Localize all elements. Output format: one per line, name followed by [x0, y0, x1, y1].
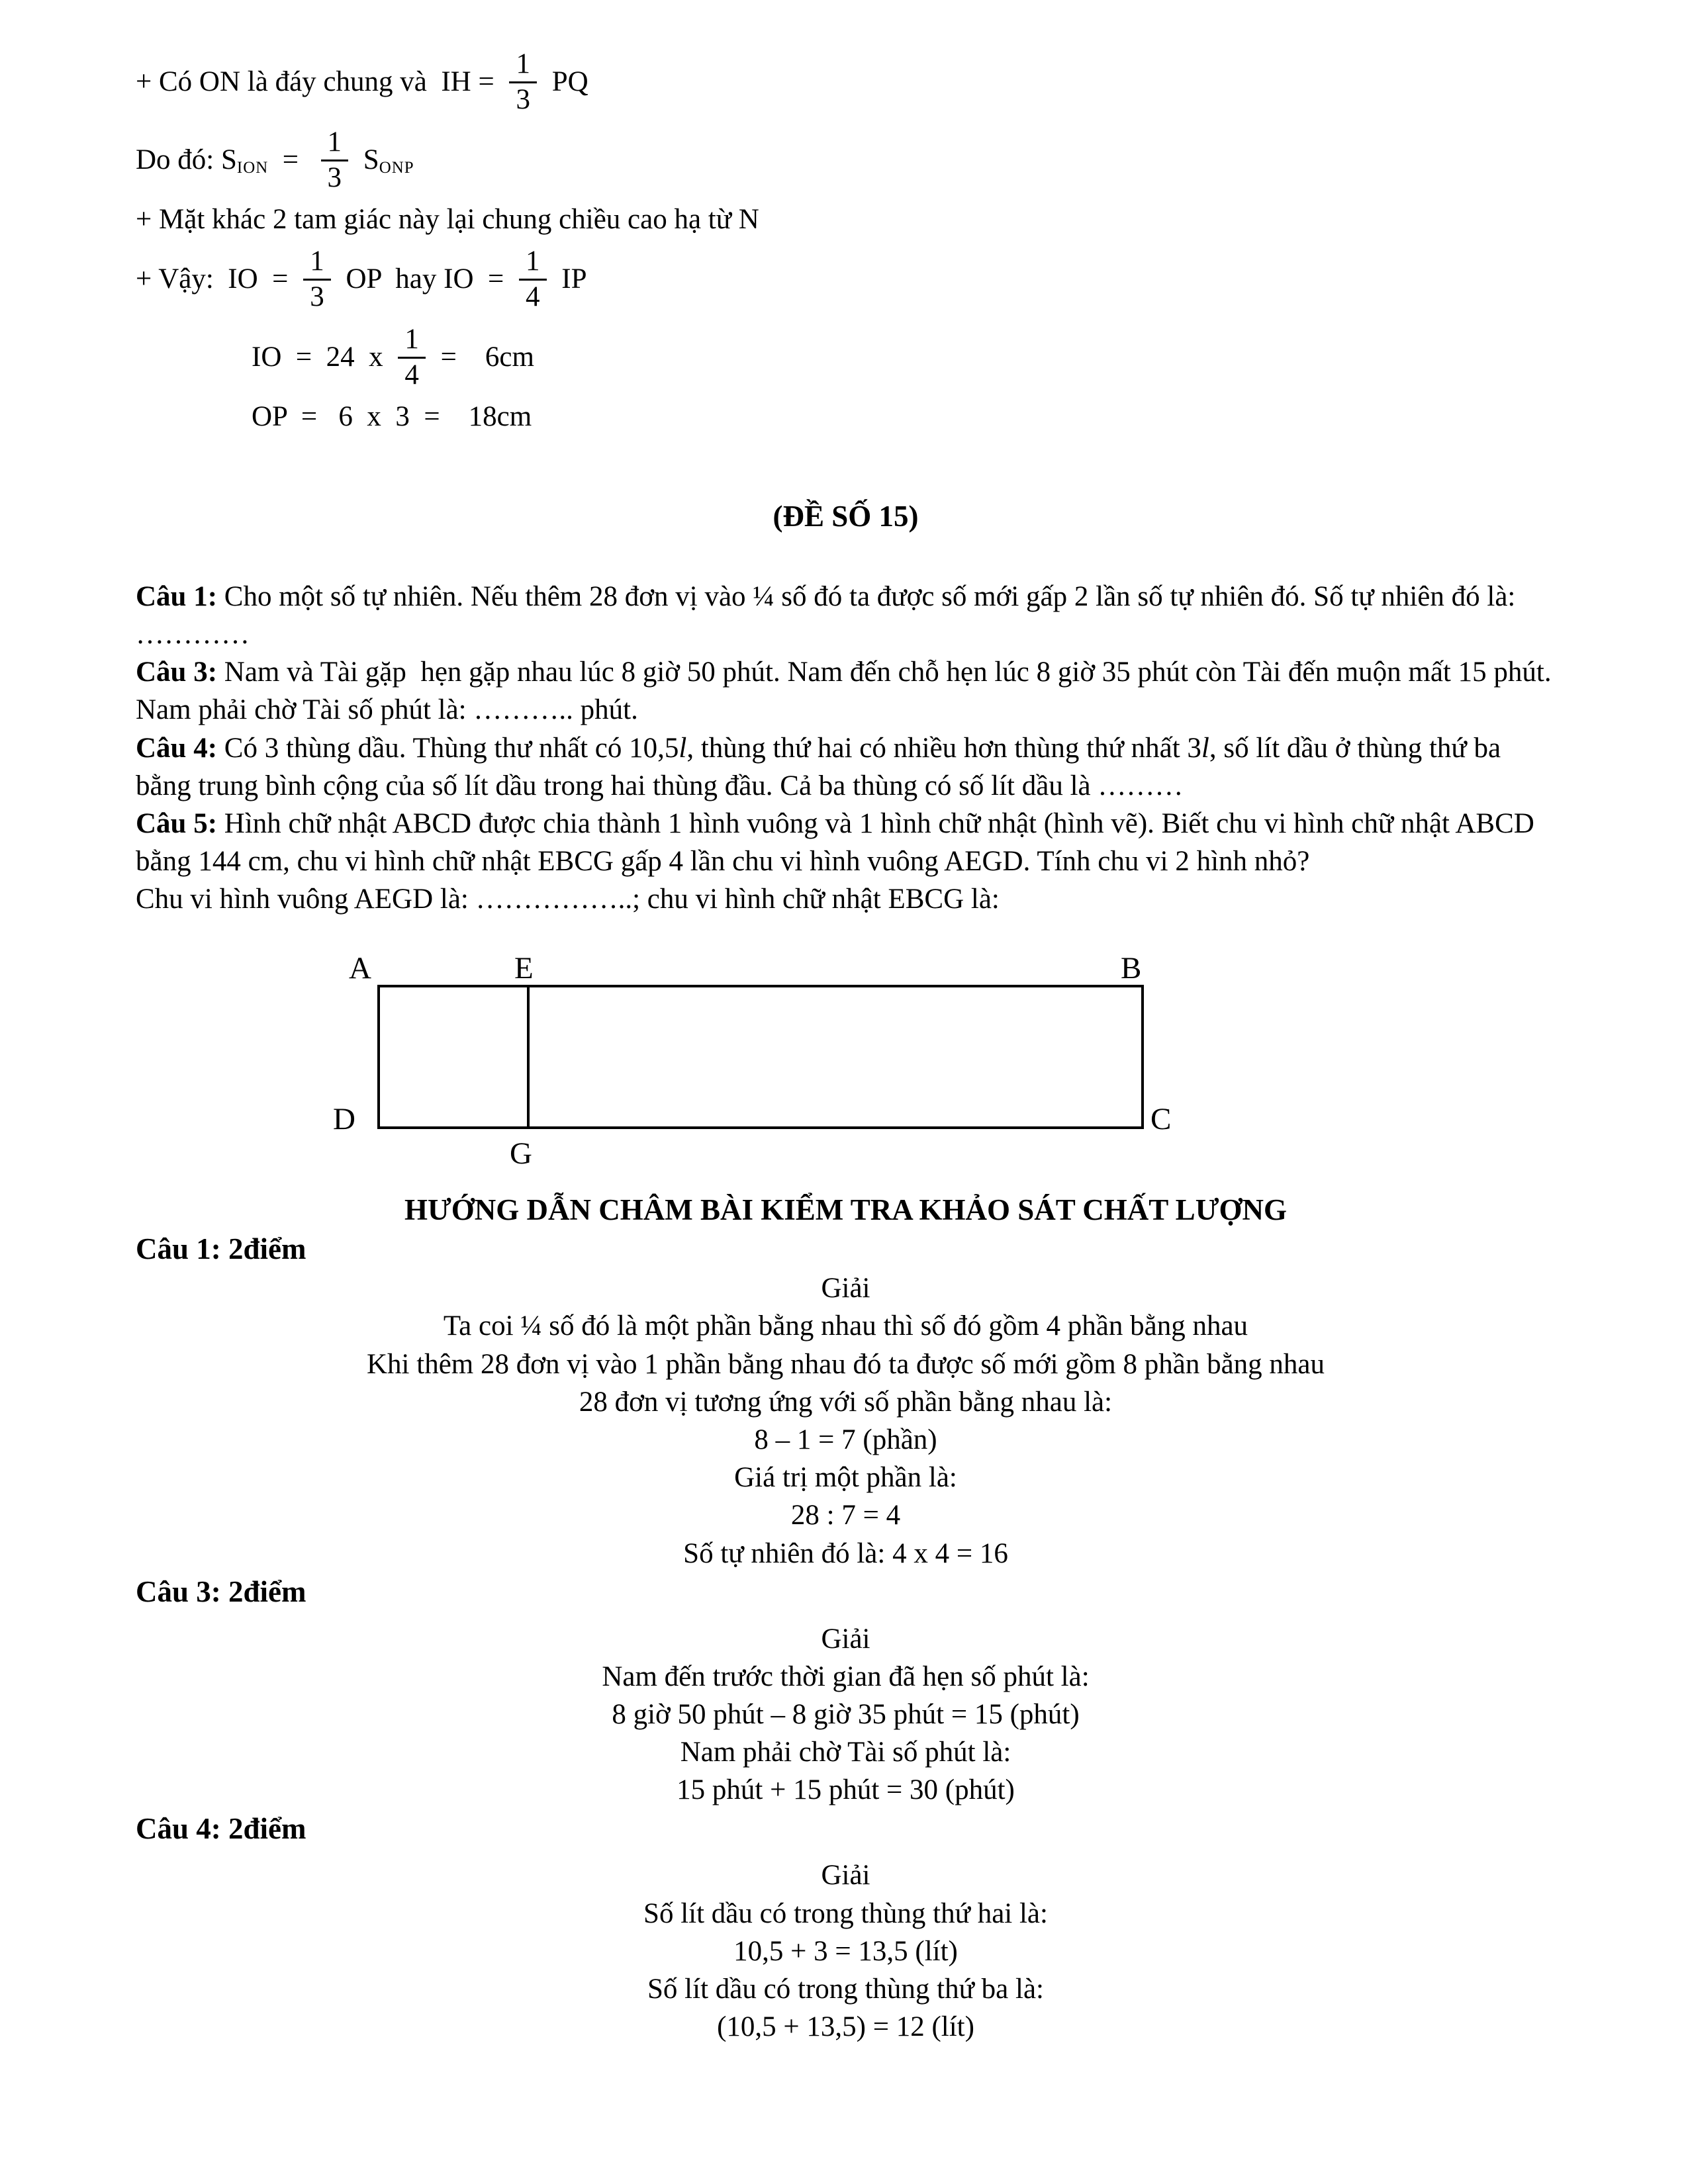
- solution-line: Nam đến trước thời gian đã hẹn số phút là:: [602, 1661, 1090, 1692]
- formula-line-4: [136, 240, 1556, 318]
- fraction-numerator: 1: [509, 48, 537, 83]
- fraction-denominator: 4: [404, 359, 419, 390]
- vertex-label-B: B: [1121, 950, 1142, 985]
- fraction-denominator: 3: [516, 83, 530, 115]
- solution-line: Số tự nhiên đó là: 4 x 4 = 16: [683, 1537, 1008, 1569]
- subscript-ONP: ONP: [379, 158, 414, 177]
- formula-text: + Vậy: IO =: [136, 263, 296, 295]
- solution-line: Ta coi ¼ số đó là một phần bằng nhau thì số đó gồm 4 phần bằng nhau: [443, 1310, 1248, 1342]
- formula-line-1: [136, 43, 1556, 121]
- fraction-one-third: [321, 126, 349, 195]
- fraction-numerator: 1: [519, 245, 547, 281]
- formula-text: OP hay IO =: [338, 263, 512, 295]
- fraction-numerator: 1: [321, 126, 349, 161]
- formula-line-2: [136, 121, 1556, 199]
- question-1: [136, 578, 1556, 653]
- solution-line: 10,5 + 3 = 13,5 (lít): [733, 1935, 958, 1967]
- formula-text: + Mặt khác 2 tam giác này lại chung chiều cao hạ từ N: [136, 204, 759, 236]
- solution-4-giai: Giải: [821, 1860, 870, 1891]
- formula-line-3: [136, 199, 1556, 240]
- fraction-numerator: 1: [303, 245, 331, 281]
- solution-line: 28 : 7 = 4: [790, 1500, 901, 1531]
- solution-4: [136, 1809, 1556, 2046]
- question-3-label: Câu 3:: [136, 657, 218, 688]
- formula-line-6: [252, 396, 1556, 437]
- vertex-label-G: G: [510, 1136, 532, 1171]
- solution-1: [136, 1230, 1556, 1572]
- formula-line-5: [252, 318, 1556, 396]
- solution-line: 28 đơn vị tương ứng với số phần bằng nhau là:: [579, 1386, 1113, 1418]
- fraction-one-quarter: [398, 323, 426, 392]
- solution-line: 8 giờ 50 phút – 8 giờ 35 phút = 15 (phút): [612, 1698, 1080, 1730]
- fraction-denominator: 4: [526, 281, 540, 312]
- exam-title: (ĐỀ SỐ 15): [773, 500, 919, 533]
- solution-3-head: Câu 3: 2điểm: [136, 1574, 306, 1608]
- solution-line: Khi thêm 28 đơn vị vào 1 phần bằng nhau đó ta được số mới gồm 8 phần bằng nhau: [367, 1348, 1325, 1380]
- fraction-numerator: 1: [398, 323, 426, 359]
- solution-line: Số lít dầu có trong thùng thứ hai là:: [643, 1897, 1048, 1929]
- solution-1-giai: Giải: [821, 1273, 870, 1304]
- solution-line: (10,5 + 13,5) = 12 (lít): [717, 2011, 974, 2043]
- vertex-label-E: E: [514, 950, 534, 985]
- solution-3-giai: Giải: [821, 1623, 870, 1655]
- solution-line: 15 phút + 15 phút = 30 (phút): [677, 1774, 1015, 1806]
- solution-line: Giá trị một phần là:: [734, 1462, 957, 1494]
- formula-text: IP: [554, 263, 587, 295]
- geometry-solution-block: [136, 43, 1556, 437]
- formula-text: IO = 24 x: [252, 341, 391, 373]
- rectangle-figure: [136, 950, 1556, 1179]
- question-4-text: , số lít dầu ở thùng thứ ba bằng trung bình cộng của số lít dầu trong hai thùng đầu. Cả ba thùng có số lít dầu là ………: [136, 732, 1508, 801]
- formula-text: OP = 6 x 3 = 18cm: [252, 401, 532, 433]
- question-3: [136, 653, 1559, 729]
- formula-text: =: [268, 144, 313, 176]
- solution-3: [136, 1572, 1556, 1809]
- segment-EG: [527, 987, 530, 1126]
- formula-text: + Có ON là đáy chung và IH =: [136, 66, 502, 98]
- fraction-denominator: 3: [327, 161, 342, 193]
- question-1-label: Câu 1:: [136, 580, 218, 612]
- question-5-label: Câu 5:: [136, 807, 218, 839]
- question-4-label: Câu 4:: [136, 732, 218, 764]
- fraction-one-quarter: [519, 245, 547, 314]
- formula-text: = 6cm: [433, 341, 534, 373]
- fraction-denominator: 3: [310, 281, 324, 312]
- liter-symbol: l: [1201, 732, 1209, 764]
- question-4-text: Có 3 thùng dầu. Thùng thư nhất có 10,5: [217, 732, 679, 764]
- questions-section: [136, 578, 1559, 919]
- formula-text: Do đó: S: [136, 144, 237, 176]
- liter-symbol: l: [679, 732, 687, 764]
- fraction-one-third: [509, 48, 537, 116]
- rectangle-ABCD: [377, 985, 1144, 1129]
- solution-line: Số lít dầu có trong thùng thứ ba là:: [647, 1973, 1044, 2005]
- formula-text: PQ: [544, 66, 588, 98]
- question-5-text: Hình chữ nhật ABCD được chia thành 1 hình vuông và 1 hình chữ nhật (hình vẽ). Biết chu vi hình chữ nhật ABCD bằng 144 cm, chu vi hình chữ nhật EBCG gấp 4 lần chu vi hình vuông AEGD. Tính chu vi 2 hình nhỏ?: [136, 807, 1542, 878]
- solution-4-head: Câu 4: 2điểm: [136, 1811, 306, 1845]
- formula-text: S: [356, 144, 379, 176]
- vertex-label-D: D: [333, 1101, 355, 1136]
- question-3-text: Nam và Tài gặp hẹn gặp nhau lúc 8 giờ 50 phút. Nam đến chỗ hẹn lúc 8 giờ 35 phút còn Tài đến muộn mất 15 phút. Nam phải chờ Tài số phút là: ……….. phút.: [136, 657, 1559, 726]
- solution-line: Nam phải chờ Tài số phút là:: [680, 1737, 1011, 1768]
- question-1-text: Cho một số tự nhiên. Nếu thêm 28 đơn vị vào ¼ số đó ta được số mới gấp 2 lần số tự nhiên đó. Số tự nhiên đó là: …………: [136, 580, 1523, 651]
- question-4-text: , thùng thứ hai có nhiều hơn thùng thứ nhất 3: [686, 732, 1201, 764]
- solution-line: 8 – 1 = 7 (phần): [754, 1424, 937, 1455]
- question-5-answer-line: Chu vi hình vuông AEGD là: ……………..; chu vi hình chữ nhật EBCG là:: [136, 884, 1000, 915]
- answer-key-heading: HƯỚNG DẪN CHÂM BÀI KIỂM TRA KHẢO SÁT CHẤT LƯỢNG: [404, 1193, 1288, 1226]
- vertex-label-A: A: [349, 950, 371, 985]
- solution-1-head: Câu 1: 2điểm: [136, 1232, 306, 1266]
- subscript-ION: ION: [236, 158, 269, 177]
- question-4: [136, 729, 1556, 805]
- question-5: [136, 805, 1556, 880]
- vertex-label-C: C: [1150, 1101, 1172, 1136]
- fraction-one-third: [303, 245, 331, 314]
